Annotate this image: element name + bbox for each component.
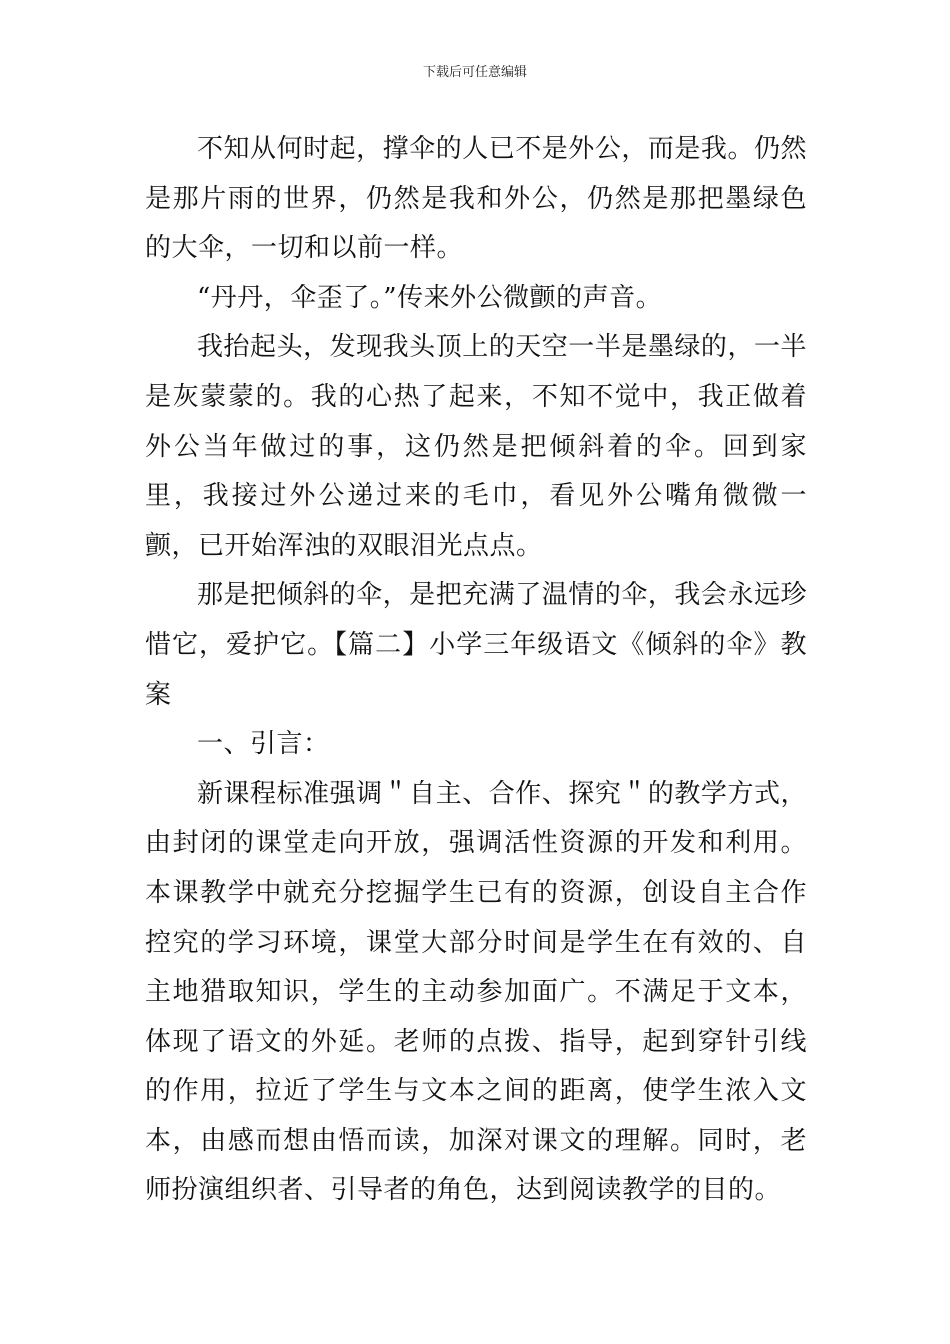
paragraph-4: 那是把倾斜的伞，是把充满了温情的伞，我会永远珍惜它，爱护它。【篇二】小学三年级语文《倾斜的伞》教案 <box>145 580 807 710</box>
page-header: 下载后可任意编辑 <box>422 65 527 80</box>
paragraph-6: 新课程标准强调＂自主、合作、探究＂的教学方式，由封闭的课堂走向开放，强调活性资源的开发和利用。本课教学中就充分挖掘学生已有的资源，创设自主合作控究的学习环境，课堂大部分时间是学生在有效的、自主地猎取知识，学生的主动参加面广。不满足于文本，体现了语文的外延。老师的点拨、指导，起到穿针引线的作用，拉近了学生与文本之间的距离，使学生浓入文本，由感而想由悟而读，加深对课文的理解。同时，老师扮演组织者、引导者的角色，达到阅读教学的目的。 <box>145 778 807 1206</box>
paragraph-3: 我抬起头，发现我头顶上的天空一半是墨绿的，一半是灰蒙蒙的。我的心热了起来，不知不觉中，我正做着外公当年做过的事，这仍然是把倾斜着的伞。回到家里，我接过外公递过来的毛巾，看见外公嘴角微微一颤，已开始浑浊的双眼泪光点点。 <box>145 332 807 561</box>
paragraph-1: 不知从何时起，撑伞的人已不是外公，而是我。仍然是那片雨的世界，仍然是我和外公，仍然是那把墨绿色的大伞，一切和以前一样。 <box>145 134 807 264</box>
paragraph-2: “丹丹，伞歪了。”传来外公微颤的声音。 <box>197 282 663 313</box>
document-body <box>145 125 807 1216</box>
section-heading-introduction: 一、引言： <box>197 729 330 760</box>
